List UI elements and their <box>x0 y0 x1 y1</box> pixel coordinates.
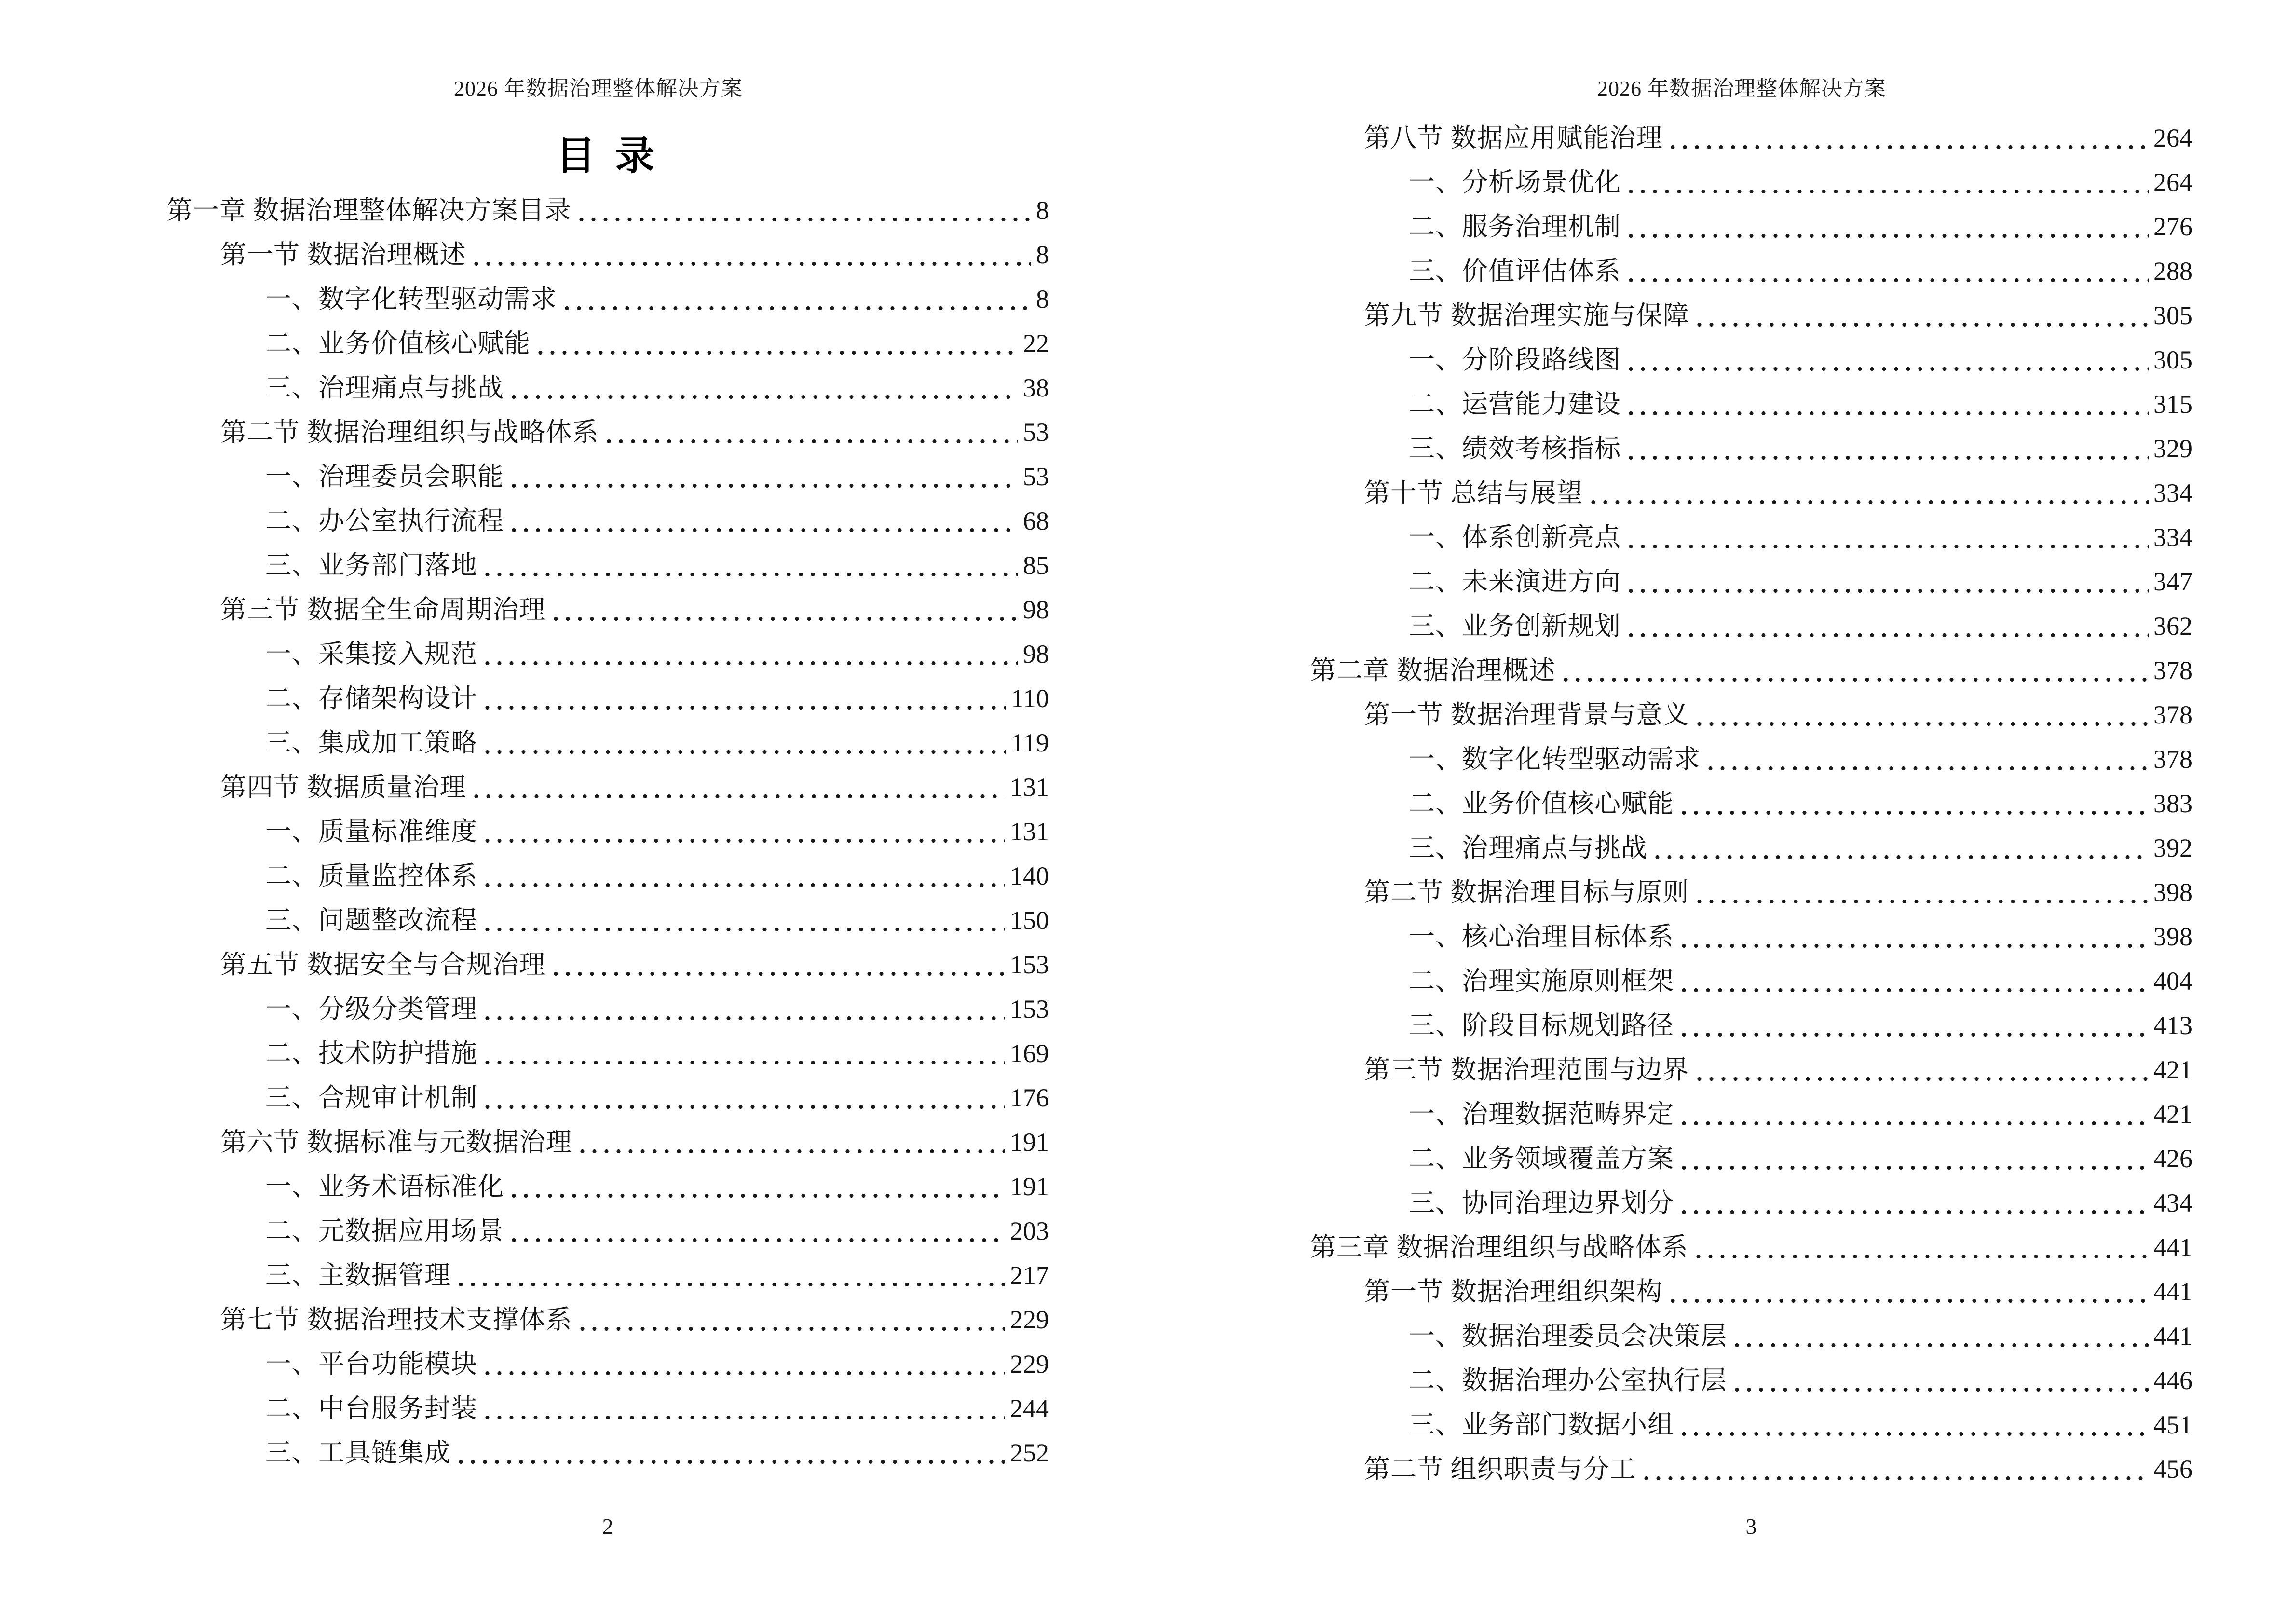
leader-dots <box>1678 1003 2149 1048</box>
leader-dots <box>1587 471 2149 515</box>
toc-entry-page: 362 <box>2153 612 2192 641</box>
toc-entry[interactable] <box>166 854 1049 898</box>
leader-dots <box>1625 160 2149 205</box>
leader-dots <box>481 854 1005 898</box>
toc-entry[interactable] <box>1310 205 2192 249</box>
leader-dots <box>1667 116 2149 160</box>
toc-entry-page: 264 <box>2153 123 2192 152</box>
toc-entry-page: 8 <box>1036 285 1049 314</box>
toc-entry-label: 二、服务治理机制 <box>1409 212 1621 241</box>
toc-entry-label: 第二章 数据治理概述 <box>1310 656 1556 685</box>
leader-dots <box>481 543 1018 587</box>
toc-entry-label: 第八节 数据应用赋能治理 <box>1364 123 1663 152</box>
toc-entry[interactable] <box>1310 338 2192 382</box>
toc-entry[interactable] <box>166 410 1049 454</box>
toc-entry-page: 404 <box>2153 967 2192 996</box>
toc-entry-page: 38 <box>1023 373 1049 402</box>
toc-entry-label: 第五节 数据安全与合规治理 <box>220 950 546 979</box>
toc-entry-page: 334 <box>2153 523 2192 552</box>
toc-entry-label: 三、协同治理边界划分 <box>1409 1188 1674 1217</box>
toc-entry-label: 二、中台服务封装 <box>265 1394 477 1423</box>
toc-entry-label: 三、业务创新规划 <box>1409 612 1621 641</box>
toc-entry-label: 二、治理实施原则框架 <box>1409 967 1674 996</box>
toc-entry[interactable] <box>166 765 1049 809</box>
toc-entry[interactable] <box>1310 1181 2192 1225</box>
running-header: 2026 年数据治理整体解决方案 <box>1597 77 1886 100</box>
toc-entry-label: 三、工具链集成 <box>265 1438 451 1467</box>
toc-entry-page: 8 <box>1036 196 1049 225</box>
toc-entry[interactable] <box>166 632 1049 676</box>
toc-entry-page: 229 <box>1010 1305 1049 1334</box>
leader-dots <box>481 1386 1005 1431</box>
leader-dots <box>1560 648 2149 693</box>
toc-entry-label: 一、分析场景优化 <box>1409 168 1621 197</box>
toc-entry-label: 第一节 数据治理背景与意义 <box>1364 700 1689 729</box>
toc-entry[interactable] <box>1310 1358 2192 1403</box>
toc-entry[interactable] <box>166 942 1049 987</box>
leader-dots <box>1693 870 2149 914</box>
toc-entry-label: 三、集成加工策略 <box>265 728 477 757</box>
toc-entry[interactable] <box>1310 249 2192 293</box>
leader-dots <box>481 898 1005 942</box>
leader-dots <box>534 321 1018 366</box>
toc-entry-label: 二、数据治理办公室执行层 <box>1409 1366 1727 1395</box>
toc-entry[interactable] <box>166 454 1049 499</box>
toc-entry-label: 二、业务领域覆盖方案 <box>1409 1144 1674 1173</box>
leader-dots <box>1678 914 2149 959</box>
toc-entry-label: 一、数字化转型驱动需求 <box>1409 745 1701 774</box>
toc-entry-label: 二、运营能力建设 <box>1409 390 1621 419</box>
toc-entry[interactable] <box>166 721 1049 765</box>
toc-entry-page: 153 <box>1010 950 1049 979</box>
toc-entry-page: 131 <box>1010 817 1049 846</box>
leader-dots <box>1625 426 2149 471</box>
toc-entry-label: 二、元数据应用场景 <box>265 1216 504 1245</box>
toc-entry-page: 191 <box>1010 1172 1049 1201</box>
toc-entry[interactable] <box>166 898 1049 942</box>
toc-entry-page: 53 <box>1023 462 1049 491</box>
toc-entry[interactable] <box>1310 826 2192 870</box>
toc-entry-page: 252 <box>1010 1438 1049 1467</box>
toc-title: 目 录 <box>556 134 660 178</box>
leader-dots <box>1625 515 2149 560</box>
toc-entry[interactable] <box>166 1342 1049 1386</box>
toc-entry-page: 347 <box>2153 567 2192 596</box>
leader-dots <box>1625 382 2149 426</box>
toc-entry-page: 421 <box>2153 1055 2192 1084</box>
toc-entry[interactable] <box>1310 1269 2192 1314</box>
toc-entry[interactable] <box>1310 914 2192 959</box>
toc-entry-page: 398 <box>2153 878 2192 907</box>
toc-entry-page: 22 <box>1023 329 1049 358</box>
toc-entry-page: 131 <box>1010 773 1049 802</box>
toc-entry-page: 329 <box>2153 434 2192 463</box>
toc-entry-label: 一、体系创新亮点 <box>1409 523 1621 552</box>
leader-dots <box>1704 737 2149 781</box>
toc-entry-page: 264 <box>2153 168 2192 197</box>
toc-entry-label: 三、合规审计机制 <box>265 1083 477 1112</box>
toc-entry[interactable] <box>1310 515 2192 560</box>
leader-dots <box>481 809 1005 854</box>
toc-entry-page: 441 <box>2153 1322 2192 1351</box>
leader-dots <box>455 1431 1005 1475</box>
toc-entry[interactable] <box>166 809 1049 854</box>
toc-entry-label: 三、治理痛点与挑战 <box>1409 833 1647 862</box>
running-header: 2026 年数据治理整体解决方案 <box>454 77 743 100</box>
toc-entry-page: 169 <box>1010 1039 1049 1068</box>
toc-entry-label: 第二节 组织职责与分工 <box>1364 1455 1636 1484</box>
toc-entry-page: 378 <box>2153 745 2192 774</box>
toc-entry[interactable] <box>166 1076 1049 1120</box>
toc-list <box>1310 116 2192 1491</box>
toc-entry-page: 98 <box>1023 640 1049 669</box>
leader-dots <box>508 1164 1005 1209</box>
toc-entry-label: 一、数字化转型驱动需求 <box>265 285 557 314</box>
toc-entry-page: 446 <box>2153 1366 2192 1395</box>
toc-entry-page: 276 <box>2153 212 2192 241</box>
toc-entry[interactable] <box>1310 693 2192 737</box>
toc-entry-label: 第十节 总结与展望 <box>1364 478 1583 507</box>
leader-dots <box>481 1076 1005 1120</box>
leader-dots <box>1625 604 2149 648</box>
toc-entry-label: 二、业务价值核心赋能 <box>1409 789 1674 818</box>
toc-entry-page: 110 <box>1011 684 1049 713</box>
toc-entry[interactable] <box>166 1120 1049 1164</box>
toc-entry[interactable] <box>1310 959 2192 1003</box>
toc-entry-page: 53 <box>1023 418 1049 447</box>
toc-entry[interactable] <box>1310 382 2192 426</box>
toc-entry-page: 426 <box>2153 1144 2192 1173</box>
leader-dots <box>1678 959 2149 1003</box>
toc-entry[interactable] <box>166 1164 1049 1209</box>
toc-entry[interactable] <box>1310 1403 2192 1447</box>
toc-entry-page: 398 <box>2153 922 2192 951</box>
toc-entry-page: 378 <box>2153 700 2192 729</box>
toc-entry-page: 119 <box>1011 728 1049 757</box>
toc-entry-label: 第三章 数据治理组织与战略体系 <box>1310 1233 1688 1262</box>
leader-dots <box>1731 1358 2149 1403</box>
page-number: 2 <box>602 1514 613 1539</box>
toc-list <box>166 188 1049 1475</box>
toc-entry[interactable] <box>1310 1314 2192 1358</box>
toc-entry[interactable] <box>1310 1136 2192 1181</box>
toc-entry[interactable] <box>166 587 1049 632</box>
toc-entry-page: 176 <box>1010 1083 1049 1112</box>
toc-entry-label: 二、未来演进方向 <box>1409 567 1621 596</box>
toc-entry-page: 150 <box>1010 906 1049 935</box>
leader-dots <box>481 987 1005 1031</box>
toc-entry[interactable] <box>166 1297 1049 1342</box>
toc-entry-label: 第六节 数据标准与元数据治理 <box>220 1128 572 1157</box>
toc-entry[interactable] <box>166 1431 1049 1475</box>
leader-dots <box>575 188 1032 232</box>
toc-page-right <box>1144 0 2287 1624</box>
toc-entry-page: 315 <box>2153 390 2192 419</box>
leader-dots <box>1625 338 2149 382</box>
leader-dots <box>550 942 1006 987</box>
leader-dots <box>1693 293 2149 338</box>
toc-entry[interactable] <box>1310 293 2192 338</box>
leader-dots <box>561 277 1031 321</box>
leader-dots <box>470 232 1032 277</box>
leader-dots <box>1625 249 2149 293</box>
toc-entry-page: 98 <box>1023 595 1049 624</box>
toc-entry-label: 二、质量监控体系 <box>265 861 477 890</box>
toc-entry[interactable] <box>1310 471 2192 515</box>
leader-dots <box>508 499 1018 543</box>
toc-entry[interactable] <box>1310 426 2192 471</box>
leader-dots <box>603 410 1019 454</box>
toc-entry-page: 334 <box>2153 478 2192 507</box>
leader-dots <box>481 1031 1005 1076</box>
toc-entry[interactable] <box>1310 1447 2192 1491</box>
leader-dots <box>576 1120 1006 1164</box>
toc-entry-label: 一、治理数据范畴界定 <box>1409 1100 1674 1129</box>
toc-entry-label: 一、核心治理目标体系 <box>1409 922 1674 951</box>
leader-dots <box>1667 1269 2149 1314</box>
leader-dots <box>1678 1136 2149 1181</box>
toc-entry[interactable] <box>1310 1003 2192 1048</box>
toc-entry-page: 85 <box>1023 551 1049 580</box>
leader-dots <box>508 1209 1005 1253</box>
toc-entry-label: 第三节 数据全生命周期治理 <box>220 595 546 624</box>
leader-dots <box>1731 1314 2149 1358</box>
leader-dots <box>576 1297 1006 1342</box>
toc-entry-page: 8 <box>1036 240 1049 269</box>
leader-dots <box>455 1253 1005 1297</box>
toc-entry[interactable] <box>1310 870 2192 914</box>
toc-entry-label: 第一节 数据治理概述 <box>220 240 466 269</box>
toc-entry[interactable] <box>166 1386 1049 1431</box>
leader-dots <box>481 721 1006 765</box>
toc-entry[interactable] <box>166 987 1049 1031</box>
toc-entry-page: 217 <box>1010 1261 1049 1290</box>
leader-dots <box>481 676 1006 721</box>
toc-entry[interactable] <box>1310 1048 2192 1092</box>
toc-entry[interactable] <box>166 1253 1049 1297</box>
toc-entry-label: 第九节 数据治理实施与保障 <box>1364 301 1689 330</box>
toc-entry-label: 第二节 数据治理目标与原则 <box>1364 878 1689 907</box>
toc-entry[interactable] <box>1310 160 2192 205</box>
toc-entry[interactable] <box>166 499 1049 543</box>
leader-dots <box>1678 781 2149 826</box>
leader-dots <box>481 1342 1005 1386</box>
page-number: 3 <box>1745 1514 1757 1539</box>
leader-dots <box>470 765 1006 809</box>
toc-entry-page: 383 <box>2153 789 2192 818</box>
toc-entry-page: 203 <box>1010 1216 1049 1245</box>
toc-entry-label: 一、数据治理委员会决策层 <box>1409 1322 1727 1351</box>
toc-entry-page: 421 <box>2153 1100 2192 1129</box>
toc-entry[interactable] <box>1310 648 2192 693</box>
leader-dots <box>508 366 1018 410</box>
toc-entry-page: 244 <box>1010 1394 1049 1423</box>
toc-entry-label: 一、平台功能模块 <box>265 1350 477 1378</box>
toc-entry-label: 三、绩效考核指标 <box>1409 434 1621 463</box>
toc-entry-label: 第一节 数据治理组织架构 <box>1364 1277 1663 1306</box>
toc-entry-label: 三、价值评估体系 <box>1409 257 1621 286</box>
toc-entry-label: 一、采集接入规范 <box>265 640 477 669</box>
toc-entry-label: 三、业务部门数据小组 <box>1409 1410 1674 1439</box>
leader-dots <box>1625 560 2149 604</box>
toc-entry-label: 三、业务部门落地 <box>265 551 477 580</box>
toc-entry-page: 153 <box>1010 995 1049 1024</box>
toc-entry-label: 一、分阶段路线图 <box>1409 345 1621 374</box>
toc-entry[interactable] <box>166 366 1049 410</box>
toc-entry-page: 413 <box>2153 1011 2192 1040</box>
toc-entry-label: 一、治理委员会职能 <box>265 462 504 491</box>
toc-entry-label: 第二节 数据治理组织与战略体系 <box>220 418 599 447</box>
toc-entry-label: 二、办公室执行流程 <box>265 506 504 535</box>
toc-entry[interactable] <box>166 188 1049 232</box>
toc-entry[interactable] <box>1310 781 2192 826</box>
toc-entry-page: 456 <box>2153 1455 2192 1484</box>
leader-dots <box>1678 1092 2149 1136</box>
toc-entry-label: 第四节 数据质量治理 <box>220 773 466 802</box>
toc-entry-label: 第一章 数据治理整体解决方案目录 <box>166 196 572 225</box>
toc-entry[interactable] <box>1310 1092 2192 1136</box>
leader-dots <box>1678 1403 2149 1447</box>
toc-entry-label: 二、技术防护措施 <box>265 1039 477 1068</box>
toc-entry-page: 434 <box>2153 1188 2192 1217</box>
toc-entry-label: 第七节 数据治理技术支撑体系 <box>220 1305 572 1334</box>
toc-entry-page: 288 <box>2153 257 2192 286</box>
toc-entry[interactable] <box>1310 604 2192 648</box>
leader-dots <box>1651 826 2149 870</box>
leader-dots <box>1692 1225 2149 1269</box>
toc-entry[interactable] <box>166 676 1049 721</box>
toc-entry-label: 三、问题整改流程 <box>265 906 477 935</box>
toc-entry-label: 一、分级分类管理 <box>265 995 477 1024</box>
leader-dots <box>1640 1447 2149 1491</box>
toc-entry-page: 451 <box>2153 1410 2192 1439</box>
toc-entry[interactable] <box>166 232 1049 277</box>
toc-entry-label: 一、业务术语标准化 <box>265 1172 504 1201</box>
toc-entry[interactable] <box>166 277 1049 321</box>
toc-entry-page: 229 <box>1010 1350 1049 1378</box>
toc-entry-page: 68 <box>1023 506 1049 535</box>
toc-entry[interactable] <box>1310 737 2192 781</box>
toc-entry[interactable] <box>166 1031 1049 1076</box>
toc-entry[interactable] <box>1310 1225 2192 1269</box>
toc-entry-page: 305 <box>2153 345 2192 374</box>
leader-dots <box>481 632 1018 676</box>
toc-entry-page: 305 <box>2153 301 2192 330</box>
leader-dots <box>1625 205 2149 249</box>
leader-dots <box>508 454 1018 499</box>
toc-entry-label: 一、质量标准维度 <box>265 817 477 846</box>
toc-entry-page: 392 <box>2153 833 2192 862</box>
toc-entry-page: 378 <box>2153 656 2192 685</box>
leader-dots <box>1678 1181 2149 1225</box>
toc-entry-page: 140 <box>1010 861 1049 890</box>
toc-entry[interactable] <box>1310 560 2192 604</box>
toc-entry[interactable] <box>166 543 1049 587</box>
toc-entry-label: 二、存储架构设计 <box>265 684 477 713</box>
toc-entry-label: 第三节 数据治理范围与边界 <box>1364 1055 1689 1084</box>
toc-entry-label: 三、阶段目标规划路径 <box>1409 1011 1674 1040</box>
toc-entry[interactable] <box>166 321 1049 366</box>
toc-entry[interactable] <box>166 1209 1049 1253</box>
leader-dots <box>1693 693 2149 737</box>
toc-entry-label: 三、主数据管理 <box>265 1261 451 1290</box>
toc-entry-label: 三、治理痛点与挑战 <box>265 373 504 402</box>
toc-entry-page: 441 <box>2153 1233 2192 1262</box>
leader-dots <box>550 587 1019 632</box>
toc-entry[interactable] <box>1310 116 2192 160</box>
toc-entry-page: 441 <box>2153 1277 2192 1306</box>
toc-entry-label: 二、业务价值核心赋能 <box>265 329 531 358</box>
leader-dots <box>1693 1048 2149 1092</box>
toc-entry-page: 191 <box>1010 1128 1049 1157</box>
